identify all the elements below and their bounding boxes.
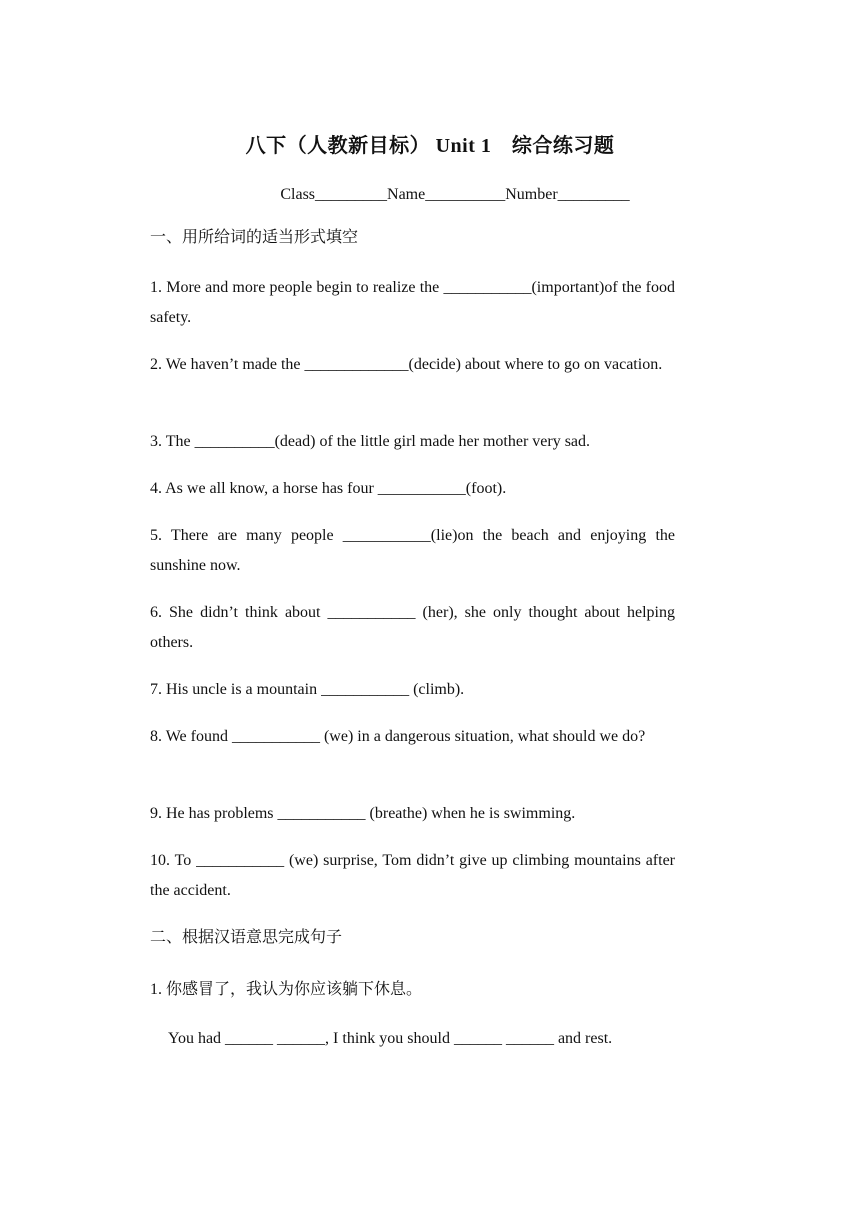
exercise-item-6: 6. She didn’t think about ___________ (her), she only thought about helping others. [150,604,675,651]
exercise-item-10: 10. To ___________ (we) surprise, Tom didn’t give up climbing mountains after the accident. [150,852,675,899]
exercise-item-3: 3. The __________(dead) of the little girl made her mother very sad. [150,433,591,450]
exercise-item-9: 9. He has problems ___________ (breathe) when he is swimming. [150,805,576,822]
exercise-item-4: 4. As we all know, a horse has four ___________(foot). [150,480,507,497]
exercise-item-1: 1. More and more people begin to realize the ___________(important)of the food safety. [150,279,675,326]
exercise-item-8: 8. We found ___________ (we) in a dangerous situation, what should we do? [150,728,646,745]
section-1-heading: 一、用所给词的适当形式填空 [150,229,359,246]
section-2-heading: 二、根据汉语意思完成句子 [150,929,343,946]
page-title: 八下（人教新目标） Unit 1 综合练习题 [245,135,615,157]
translation-item-1-chinese: 1. 你感冒了，我认为你应该躺下休息。 [150,981,423,998]
exercise-item-5: 5. There are many people ___________(lie)on the beach and enjoying the sunshine now. [150,527,675,574]
student-info-line: Class_________Name__________Number_________ [280,186,630,203]
translation-item-1-english: You had ______ ______, I think you should ______ ______ and rest. [168,1030,613,1047]
exercise-item-7: 7. His uncle is a mountain ___________ (climb). [150,681,465,698]
exercise-item-2: 2. We haven’t made the _____________(decide) about where to go on vacation. [150,356,663,373]
